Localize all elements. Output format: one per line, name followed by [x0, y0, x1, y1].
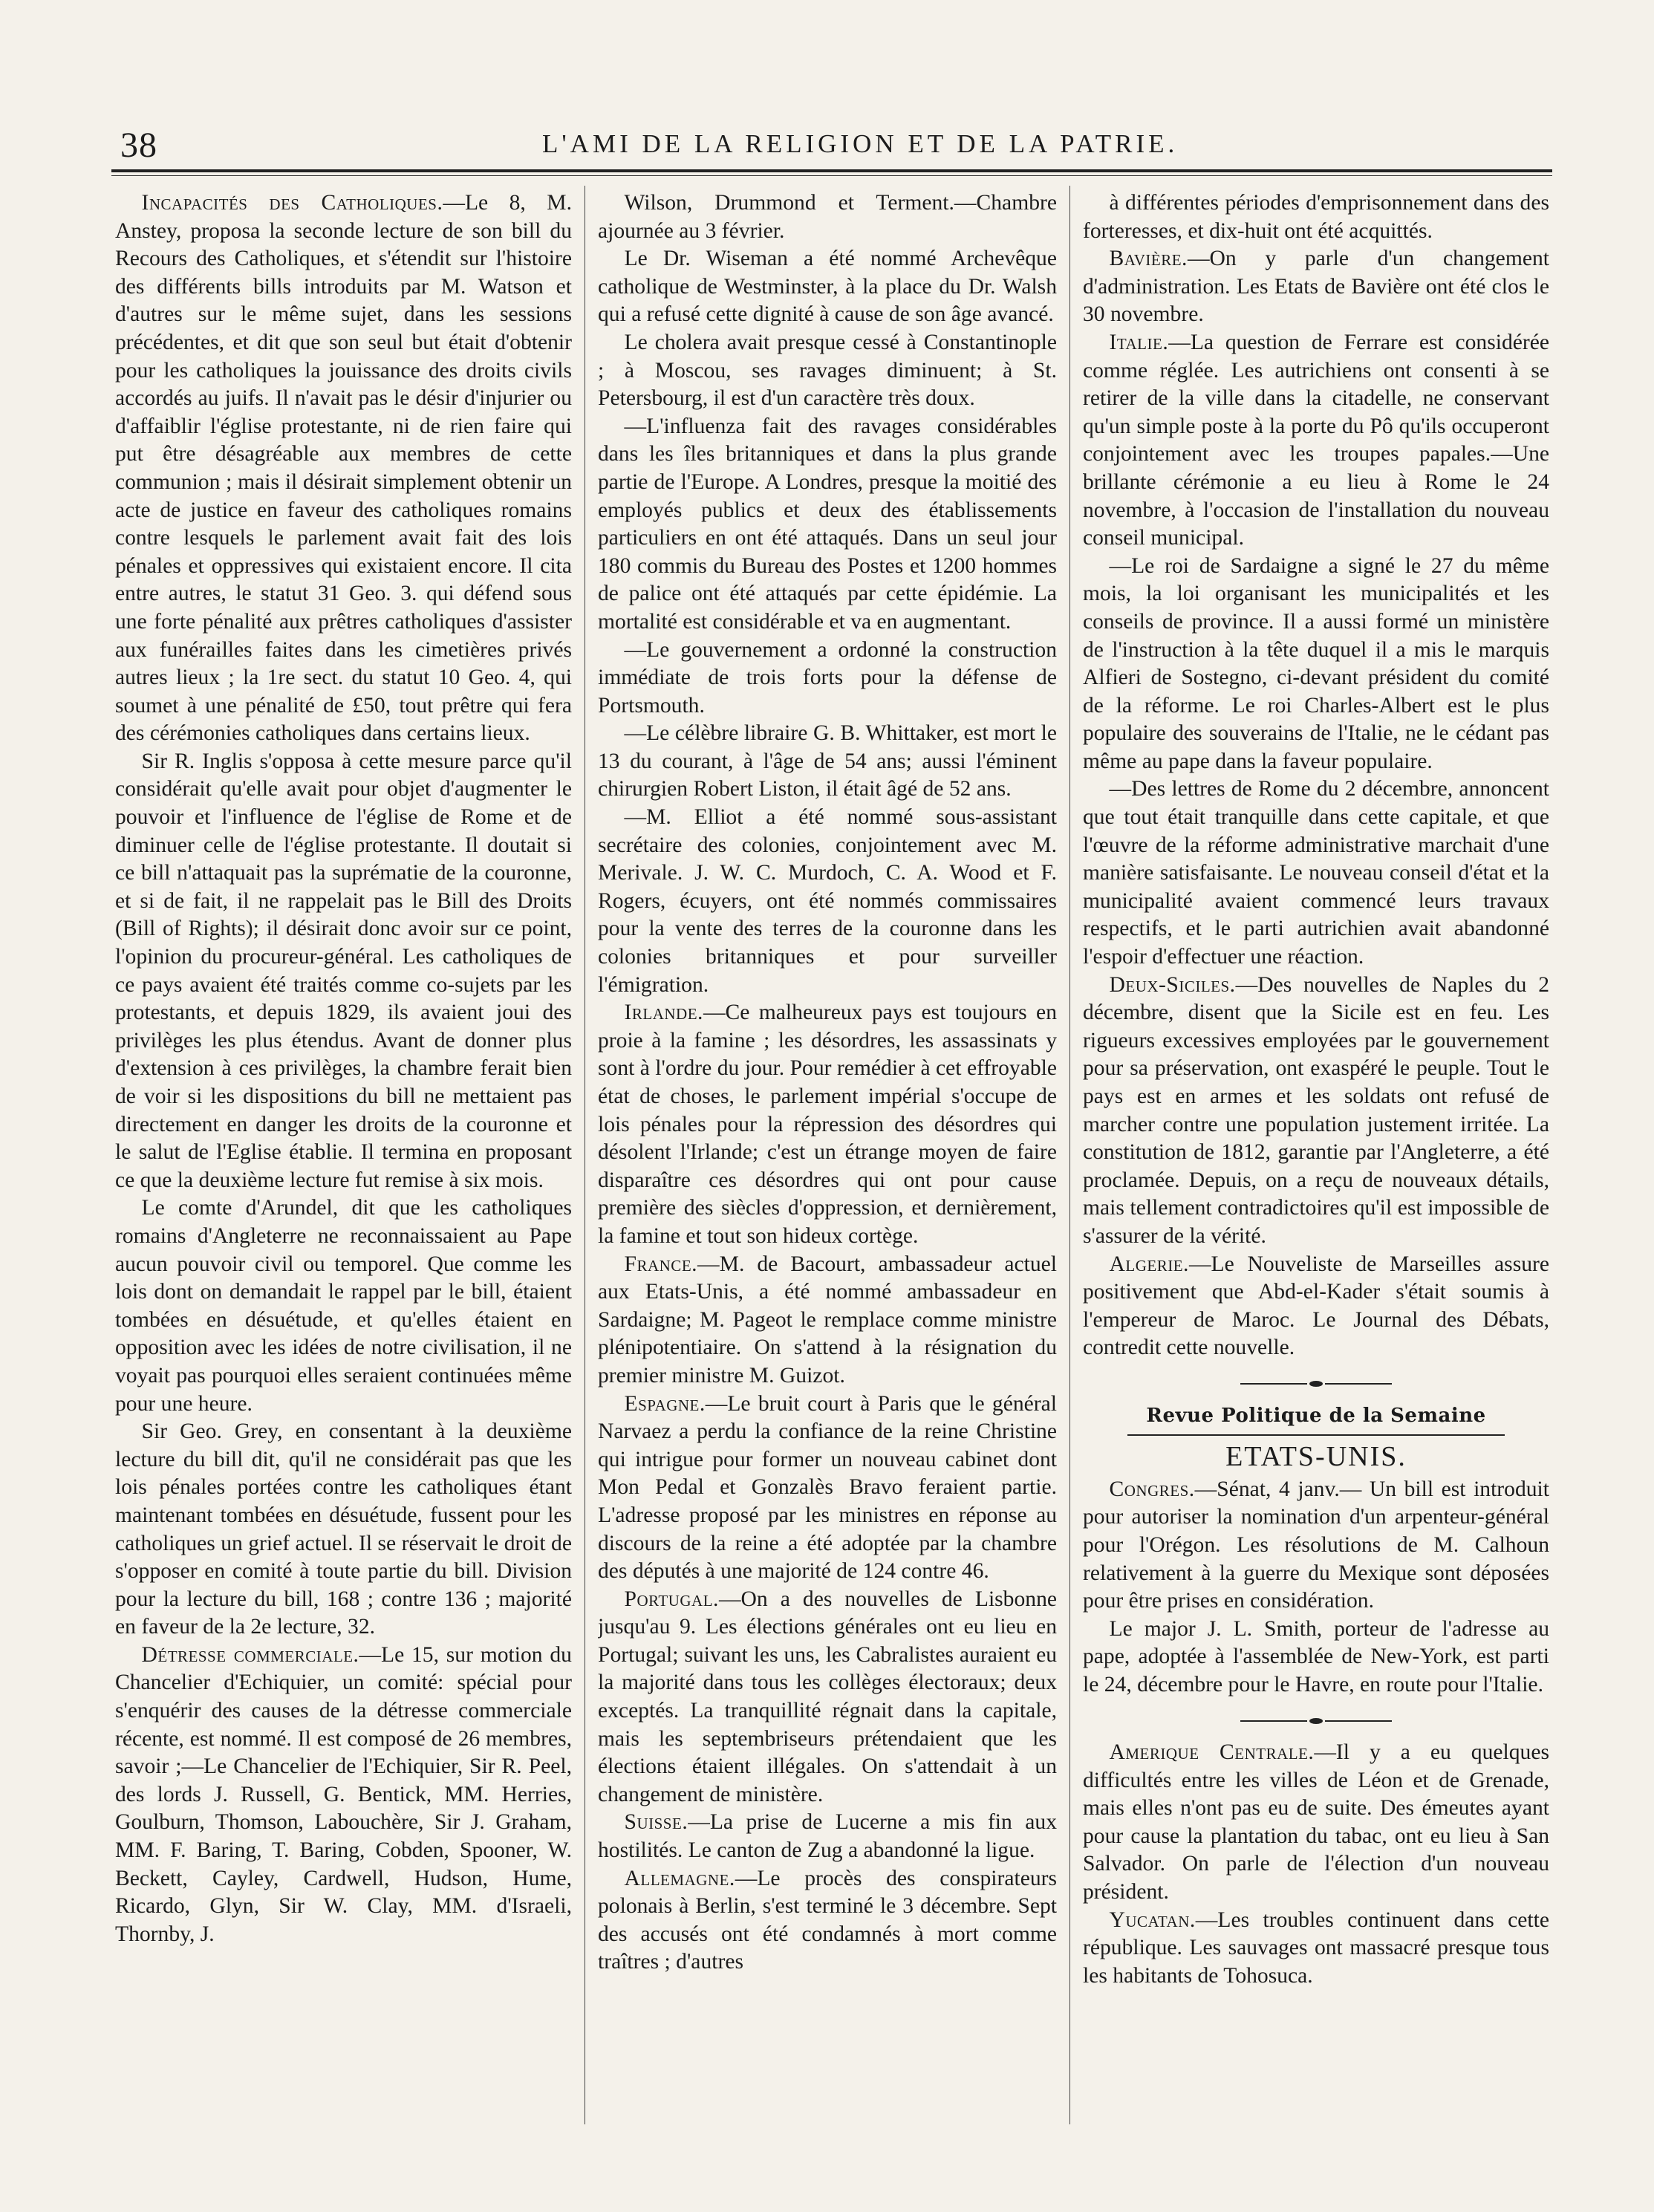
- paragraph-lead: Congres.: [1109, 1477, 1195, 1501]
- paragraph-text: —Le gouvernement a ordonné la construction immédiate de trois forts pour la défense de Portsmouth.: [598, 637, 1057, 718]
- article-paragraph: [115, 1642, 572, 1949]
- paragraph-text: Le Dr. Wiseman a été nommé Archevêque catholique de Westminster, à la place du Dr. Walsh qui a refusé cette dignité à cause de son âge avancé.: [598, 247, 1057, 327]
- paragraph-text: —Les troubles continuent dans cette république. Les sauvages ont massacré presque tous les habitants de Tohosuca.: [1083, 1907, 1549, 1988]
- paragraph-text: —Le 15, sur motion du Chancelier d'Echiquier, un comité: spécial pour s'enquérir des causes de la détresse commerciale récente, est nommé. Il est composé de 26 membres, savoir ;—Le Chancelier de l'Echiquier, Sir R. Peel, des lords J. Russell, G. Bentick, MM. Herries, Goulburn, Thomson, Labouchère, Sir J. Graham, MM. F. Baring, T. Baring, Cobden, Spooner, W. Beckett, Cayley, Cardwell, Hudson, Hume, Ricardo, Glyn, Sir W. Clay, MM. d'Israeli, Thornby, J.: [115, 1642, 572, 1946]
- article-paragraph: [115, 1418, 572, 1642]
- paragraph-text: —On a des nouvelles de Lisbonne jusqu'au 9. Les élections générales ont eu lieu en Portugal; suivant les uns, les Cabralistes auraient eu la majorité dans tous les collèges électoraux; deux exceptés. La tranquillité régnait dans la capitale, mais les septembriseurs prétendaient que les élections étaient illégales. On s'attendait à un changement de ministère.: [598, 1587, 1057, 1806]
- article-paragraph: [1083, 1251, 1549, 1362]
- paragraph-text: —La prise de Lucerne a mis fin aux hostilités. Le canton de Zug a abandonné la ligue.: [598, 1810, 1057, 1863]
- column-1: [115, 189, 572, 2121]
- article-paragraph: [1083, 1739, 1549, 1907]
- article-paragraph: [598, 1809, 1057, 1864]
- paragraph-lead: Deux-Siciles.: [1109, 972, 1236, 997]
- paragraph-text: —Le roi de Sardaigne a signé le 27 du même mois, la loi organisant les municipalités et les conseils de province. Il a aussi formé un ministère de l'instruction à la tête duquel il a mis le marquis Alfieri de Sostegno, ci-devant président du comité de la réforme. Le roi Charles-Albert est le plus populaire des souverains de l'Italie, ne le cédant pas même au pape dans la faveur populaire.: [1083, 553, 1549, 773]
- section-ornament-2: [1083, 1706, 1549, 1734]
- paragraph-lead: Incapacités des Catholiques.: [141, 191, 443, 215]
- paragraph-lead: Italie.: [1109, 330, 1169, 354]
- article-paragraph: [598, 999, 1057, 1250]
- section-title: Revue Politique de la Semaine: [1146, 1404, 1486, 1427]
- paragraph-lead: Allemagne.: [624, 1866, 735, 1890]
- header-rule-thin: [111, 175, 1552, 176]
- paragraph-lead: Portugal.: [624, 1587, 719, 1611]
- paragraph-text: Le major J. L. Smith, porteur de l'adresse au pape, adoptée à l'assemblée de New-York, est parti le 24, décembre pour le Havre, en route pour l'Italie.: [1083, 1616, 1549, 1697]
- article-paragraph: [1083, 775, 1549, 971]
- paragraph-text: —On y parle d'un changement d'administration. Les Etats de Bavière ont été clos le 30 novembre.: [1083, 247, 1549, 327]
- paragraph-text: Le cholera avait presque cessé à Constantinople ; à Moscou, ses ravages diminuent; à St. Petersbourg, il est d'un caractère très doux.: [598, 330, 1057, 411]
- section-paragraphs: [1083, 1476, 1549, 1699]
- closing-paragraphs: [1083, 1739, 1549, 1990]
- page-header: [111, 119, 1552, 163]
- column-2-paragraphs: [598, 189, 1057, 1977]
- article-paragraph: [598, 189, 1057, 245]
- article-paragraph: [1083, 1907, 1549, 1991]
- article-paragraph: [115, 189, 572, 748]
- paragraph-lead: Suisse.: [624, 1810, 688, 1835]
- article-paragraph: [1083, 329, 1549, 553]
- section-subtitle: ETATS-UNIS.: [1225, 1441, 1407, 1473]
- paragraph-lead: Amerique Centrale.: [1109, 1740, 1315, 1765]
- paragraph-text: —Le Nouveliste de Marseilles assure positivement que Abd-el-Kader s'était soumis à l'empereur de Maroc. Le Journal des Débats, contredit cette nouvelle.: [1083, 1252, 1549, 1360]
- article-paragraph: [1083, 1616, 1549, 1699]
- paragraph-text: —Le célèbre libraire G. B. Whittaker, est mort le 13 du courant, à l'âge de 54 ans; aussi l'éminent chirurgien Robert Liston, il était âgé de 52 ans.: [598, 721, 1057, 801]
- article-paragraph: [1083, 245, 1549, 329]
- paragraph-lead: France.: [624, 1252, 698, 1276]
- column-3: [1083, 189, 1549, 2121]
- paragraph-text: —Le 8, M. Anstey, proposa la seconde lecture de son bill du Recours des Catholiques, et s'étendit sur l'histoire des différents bills introduits par M. Watson et d'autres sur le même sujet, dans les sessions précédentes, et dit que son seul but était d'obtenir pour les catholiques la jouissance des droits civils accordés au juifs. Il n'avait pas le désir d'injurier ou d'affaiblir l'église protestante, ni de rien faire qui put être désagréable aux membres de cette communion ; mais il désirait simplement obtenir un acte de justice en faveur des catholiques romains contre lesquels le parlement avait fait des lois pénales et oppressives qui existaient encore. Il cita entre autres, le statut 31 Geo. 3. qui défend sous une forte pénalité aux prêtres catholiques d'assister aux funérailles faites dans les cimetières privés autres lieux ; la 1re sect. du statut 10 Geo. 4, qui soumet à une pénalité de £50, tout prêtre qui fera des cérémonies catholiques dans certains lieux.: [115, 191, 572, 746]
- article-paragraph: [598, 1586, 1057, 1809]
- paragraph-lead: Algerie.: [1109, 1252, 1189, 1276]
- article-paragraph: [598, 1390, 1057, 1586]
- article-paragraph: [1083, 972, 1549, 1251]
- article-paragraph: [1083, 553, 1549, 776]
- paragraph-lead: Irlande.: [624, 1001, 703, 1025]
- paragraph-text: Wilson, Drummond et Terment.—Chambre ajournée au 3 février.: [598, 191, 1057, 243]
- paragraph-text: —M. Elliot a été nommé sous-assistant secrétaire des colonies, conjointement avec M. Merivale. J. W. C. Murdoch, C. A. Wood et F. Rogers, écuyers, ont été nommés commissaires pour la vente des terres de la couronne dans les colonies britanniques et pour surveiller l'émigration.: [598, 805, 1057, 997]
- section-ornament: [1083, 1370, 1549, 1398]
- column-3-paragraphs: [1083, 189, 1549, 1362]
- paragraph-lead: Yucatan.: [1109, 1907, 1196, 1932]
- header-rule: [111, 169, 1552, 172]
- column-2: [598, 189, 1057, 2121]
- paragraph-text: —L'influenza fait des ravages considérables dans les îles britanniques et dans la plus grande partie de l'Europe. A Londres, presque la moitié des employés publics et deux des établissements particuliers en ont été attaqués. Dans un seul jour 180 commis du Bureau des Postes et 1200 hommes de palice ont été attaqués par cette épidémie. La mortalité est considérable et va en augmentant.: [598, 414, 1057, 634]
- article-paragraph: [115, 748, 572, 1195]
- paragraph-lead: Bavière.: [1109, 247, 1188, 271]
- paragraph-text: —M. de Bacourt, ambassadeur actuel aux Etats-Unis, a été nommé ambassadeur en Sardaigne; M. Pageot le remplace comme ministre plénipotentiaire. On s'attend à la résignation du premier ministre M. Guizot.: [598, 1252, 1057, 1388]
- paragraph-text: —Ce malheureux pays est toujours en proie à la famine ; les désordres, les assassinats y sont à l'ordre du jour. Pour remédier à cet effroyable état de choses, le parlement impérial s'occupe de lois pénales pour la répression des désordres qui désolent l'Irlande; c'est un étrange moyen de faire disparaître ces désordres qui ont pour cause première des siècles d'oppression, et dernièrement, la famine et tout son hideux cortège.: [598, 1001, 1057, 1248]
- paragraph-text: Le comte d'Arundel, dit que les catholiques romains d'Angleterre ne reconnaissaient au Pape aucun pouvoir civil ou temporel. Que comme les lois dont on demandait le rappel par le bill, étaient tombées en désuétude, et qu'elles étaient en opposition avec les idées de notre civilisation, il ne voyait pas pourquoi elles seraient continuées même pour une heure.: [115, 1196, 572, 1416]
- paragraph-text: —Des lettres de Rome du 2 décembre, annoncent que tout était tranquille dans cette capitale, et que l'œuvre de la réforme administrative marchait d'une manière satisfaisante. Le nouveau conseil d'état et la municipalité avaient commencé leurs travaux respectifs, et le parti autrichien avait abandonné l'espoir d'effectuer une réaction.: [1083, 777, 1549, 969]
- article-paragraph: [598, 804, 1057, 999]
- column-divider: [1069, 186, 1070, 2124]
- paragraph-lead: Détresse commerciale.: [141, 1642, 359, 1667]
- article-paragraph: [598, 245, 1057, 329]
- article-paragraph: [1083, 1476, 1549, 1616]
- column-1-paragraphs: [115, 189, 572, 1948]
- article-paragraph: [598, 720, 1057, 804]
- article-paragraph: [598, 637, 1057, 720]
- paragraph-text: —Il y a eu quelques difficultés entre les villes de Léon et de Grenade, mais elles n'ont pas eu de suite. Des émeutes ayant pour cause la plantation du tabac, ont eu lieu à San Salvador. On parle de l'élection d'un nouveau président.: [1083, 1740, 1549, 1904]
- article-paragraph: [598, 329, 1057, 413]
- paragraph-text: —Le bruit court à Paris que le général Narvaez a perdu la confiance de la reine Christine qui intrigue pour former un nouveau cabinet dont Mon Pedal et Gonzalès Bravo feraient partie. L'adresse proposé par les ministres en réponse au discours de la reine a été adoptée par la chambre des députés à une majorité de 124 contre 46.: [598, 1391, 1057, 1584]
- article-paragraph: [598, 1865, 1057, 1977]
- paragraph-text: —Sénat, 4 janv.— Un bill est introduit pour autoriser la nomination d'un arpenteur-général pour l'Orégon. Les résolutions de M. Calhoun relativement à la guerre du Mexique sont déposées pour être prises en considération.: [1083, 1477, 1549, 1613]
- paragraph-text: —Des nouvelles de Naples du 2 décembre, disent que la Sicile est en feu. Les rigueurs excessives employées par le gouvernement pour sa préservation, ont exaspéré le peuple. Tout le pays est en armes et les soldats ont refusé de marcher contre une population justement irritée. La constitution de 1812, garantie par l'Angleterre, a été proclamée. Depuis, on a reçu de nouveaux détails, mais tellement contradictoires qu'il est impossible de s'assurer de la vérité.: [1083, 972, 1549, 1248]
- article-paragraph: [598, 1251, 1057, 1390]
- paragraph-text: à différentes périodes d'emprisonnement dans des forteresses, et dix-huit ont été acquittés.: [1083, 191, 1549, 243]
- article-paragraph: [598, 413, 1057, 637]
- paragraph-text: —La question de Ferrare est considérée comme réglée. Les autrichiens ont consenti à se retirer de la ville dans la citadelle, ne conservant qu'un simple poste à la porte du Pô qu'ils occuperont conjointement avec les troupes papales.—Une brillante cérémonie a eu lieu à Rome le 24 novembre, à l'occasion de l'installation du nouveau conseil municipal.: [1083, 330, 1549, 550]
- paragraph-text: Sir Geo. Grey, en consentant à la deuxième lecture du bill dit, qu'il ne considérait pas que les lois pénales portées contre les catholiques étant maintenant tombées en désuétude, fussent pour les catholiques un grief actuel. Il se réservait le droit de s'opposer en comité à toute partie du bill. Division pour la lecture du bill, 168 ; contre 136 ; majorité en faveur de la 2e lecture, 32.: [115, 1419, 572, 1639]
- paragraph-text: Sir R. Inglis s'opposa à cette mesure parce qu'il considérait qu'elle avait pour objet d'augmenter le pouvoir et l'influence de l'église de Rome et de diminuer celle de l'église protestante. Il doutait si ce bill n'attaquait pas la suprématie de la couronne, et si de fait, il ne rappelait pas le Bill des Droits (Bill of Rights); il désirait donc avoir sur ce point, l'opinion du procureur-général. Les catholiques de ce pays avaient été traités comme co-sujets par les protestants, et depuis 1829, ils avaient joui des privilèges les plus étendus. Avant de donner plus d'extension à ces privilèges, la chambre ferait bien de voir si les dispositions du bill ne mettaient pas directement en danger les droits de la couronne et le salut de l'Eglise établie. Il termina en proposant ce que la deuxième lecture fut remise à six mois.: [115, 749, 572, 1192]
- running-title: L'AMI DE LA RELIGION ET DE LA PATRIE.: [542, 129, 1179, 158]
- article-paragraph: [1083, 189, 1549, 245]
- section-rule: [1127, 1434, 1505, 1436]
- page-number: 38: [120, 126, 157, 165]
- paragraph-lead: Espagne.: [624, 1391, 706, 1416]
- paragraph-text: —Le procès des conspirateurs polonais à Berlin, s'est terminé le 3 décembre. Sept des accusés ont été condamnés à mort comme traîtres ; d'autres: [598, 1866, 1057, 1974]
- article-paragraph: [115, 1194, 572, 1418]
